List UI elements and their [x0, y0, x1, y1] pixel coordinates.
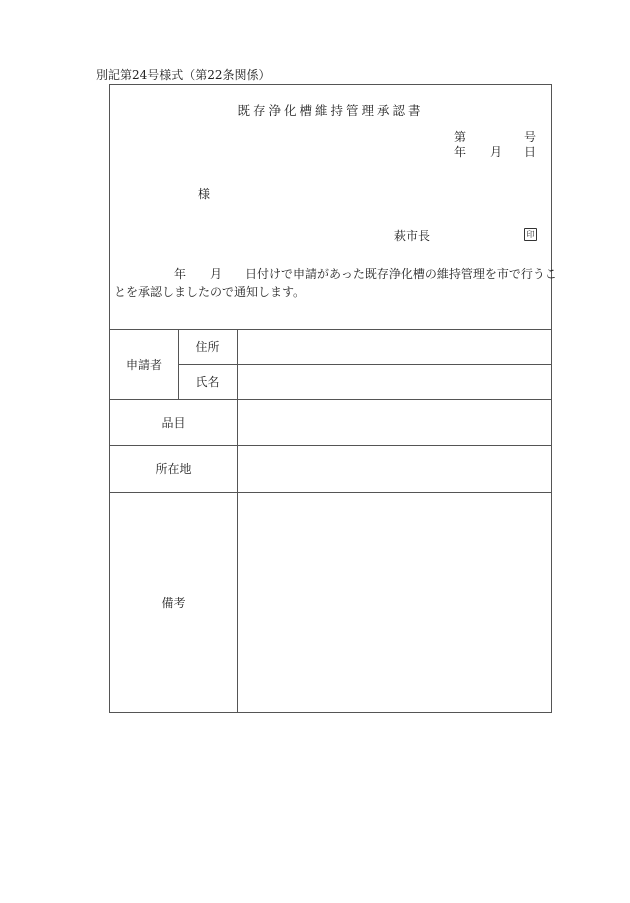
issue-date-month: 月: [490, 145, 503, 159]
issue-date-day: 日: [524, 145, 537, 159]
issuer-seal: [524, 227, 537, 241]
location-field[interactable]: [238, 446, 551, 492]
document-number-prefix: 第: [454, 130, 467, 144]
issuer-name: 萩市長: [394, 229, 431, 243]
notice-line2: とを承認しましたので通知します。: [114, 285, 306, 299]
notice-year: 年: [174, 267, 187, 281]
notice-line1: 日付けで申請があった既存浄化槽の維持管理を市で行うこ: [245, 267, 557, 281]
applicant-label: 申請者: [125, 357, 162, 372]
approval-form-sheet: [109, 84, 557, 713]
issue-date-year: 年: [454, 145, 467, 159]
remarks-field[interactable]: [238, 493, 551, 712]
location-label: 所在地: [155, 462, 192, 476]
name-field[interactable]: [238, 365, 551, 399]
document-title: 既存浄化槽維持管理承認書: [237, 103, 424, 118]
name-label: 氏名: [195, 375, 220, 389]
document-number-suffix: 号: [524, 130, 537, 144]
seal-icon: 印: [524, 228, 537, 241]
remarks-label: 備考: [161, 595, 186, 610]
form-number-label: 別記第24号様式（第22条関係）: [96, 68, 271, 82]
item-field[interactable]: [238, 400, 551, 445]
notice-month: 月: [210, 267, 223, 281]
item-label: 品目: [161, 415, 186, 430]
recipient-honorific: 様: [198, 187, 211, 201]
address-label: 住所: [195, 340, 220, 354]
address-field[interactable]: [238, 330, 551, 364]
